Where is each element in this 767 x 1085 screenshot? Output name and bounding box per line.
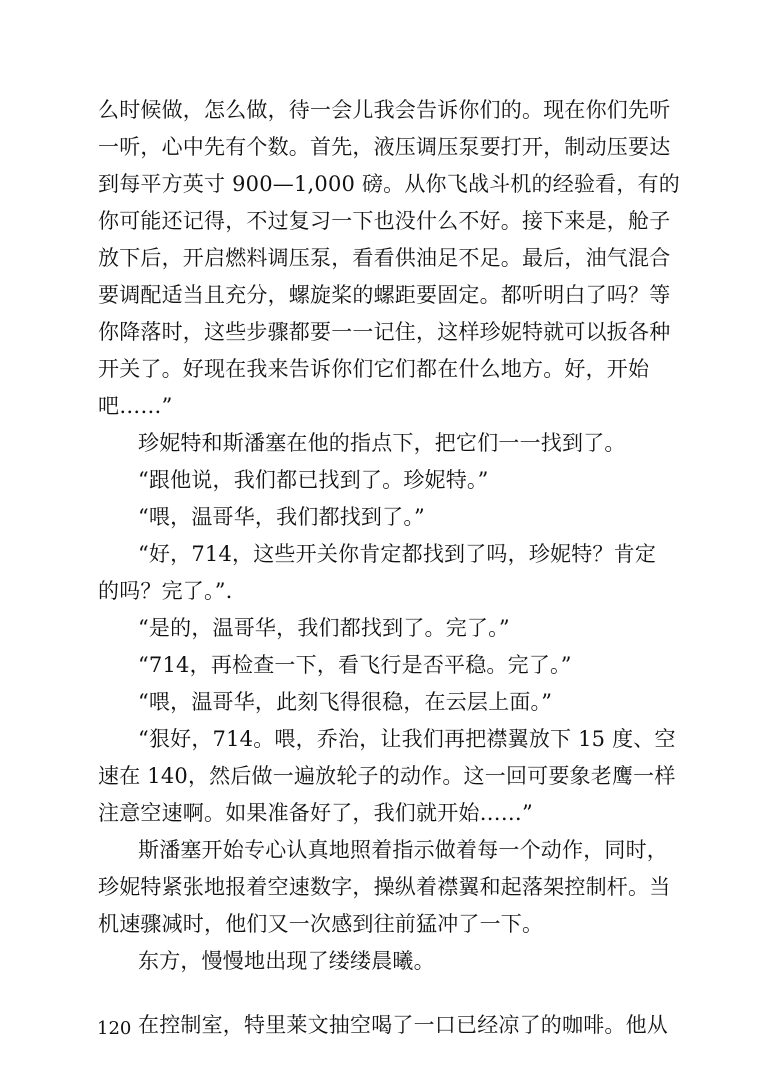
page-number: 120 (97, 1018, 132, 1039)
paragraph-first-line: 斯潘塞开始专心认真地照着指示做着每一个动作，同时， (138, 838, 668, 862)
dialogue-line: “好，714，这些开关你肯定都找到了吗，珍妮特？肯定 (138, 542, 657, 566)
text-line: 要调配适当且充分，螺旋桨的螺距要固定。都听明白了吗？等 (98, 283, 671, 307)
text-line: 机速骤减时，他们又一次感到往前猛冲了一下。 (98, 912, 544, 936)
text-line: 注意空速啊。如果准备好了，我们就开始……” (98, 801, 533, 825)
text-line: 珍妮特紧张地报着空速数字，操纵着襟翼和起落架控制杆。当 (98, 875, 671, 899)
dialogue-line: “跟他说，我们都已找到了。珍妮特。” (138, 468, 489, 492)
text-line: 你可能还记得，不过复习一下也没什么不好。接下来是，舱子 (98, 209, 671, 233)
dialogue-line: “喂，温哥华，此刻飞得很稳，在云层上面。” (138, 690, 553, 714)
text-line: 么时候做，怎么做，待一会儿我会告诉你们的。现在你们先听 (98, 98, 671, 122)
dialogue-line: “714，再检查一下，看飞行是否平稳。完了。” (138, 653, 572, 677)
text-line: 吧……” (98, 394, 173, 418)
text-line: 开关了。好现在我来告诉你们它们都在什么地方。好，开始 (98, 357, 650, 381)
text-line: 到每平方英寸 900—1,000 磅。从你飞战斗机的经验看，有的 (98, 172, 680, 196)
text-line: 速在 140，然后做一遍放轮子的动作。这一回可要象老鹰一样 (98, 764, 676, 788)
text-line: 放下后，开启燃料调压泵，看看供油足不足。最后，油气混合 (98, 246, 671, 270)
dialogue-line: “喂，温哥华，我们都找到了。” (138, 505, 425, 529)
text-line: 的吗？完了。”. (98, 579, 233, 603)
paragraph-first-line: 在控制室，特里莱文抽空喝了一口已经凉了的咖啡。他从 (138, 1013, 668, 1037)
dialogue-line: “是的，温哥华，我们都找到了。完了。” (138, 616, 510, 640)
paragraph-first-line: 珍妮特和斯潘塞在他的指点下，把它们一一找到了。 (138, 431, 626, 455)
text-line: 你降落时，这些步骤都要一一记住，这样珍妮特就可以扳各种 (98, 320, 671, 344)
text-line: 一听，心中先有个数。首先，液压调压泵要打开，制动压要达 (98, 135, 671, 159)
dialogue-line: “狠好，714。喂，乔治，让我们再把襟翼放下 15 度、空 (138, 727, 676, 751)
paragraph-first-line: 东方，慢慢地出现了缕缕晨曦。 (138, 949, 435, 973)
